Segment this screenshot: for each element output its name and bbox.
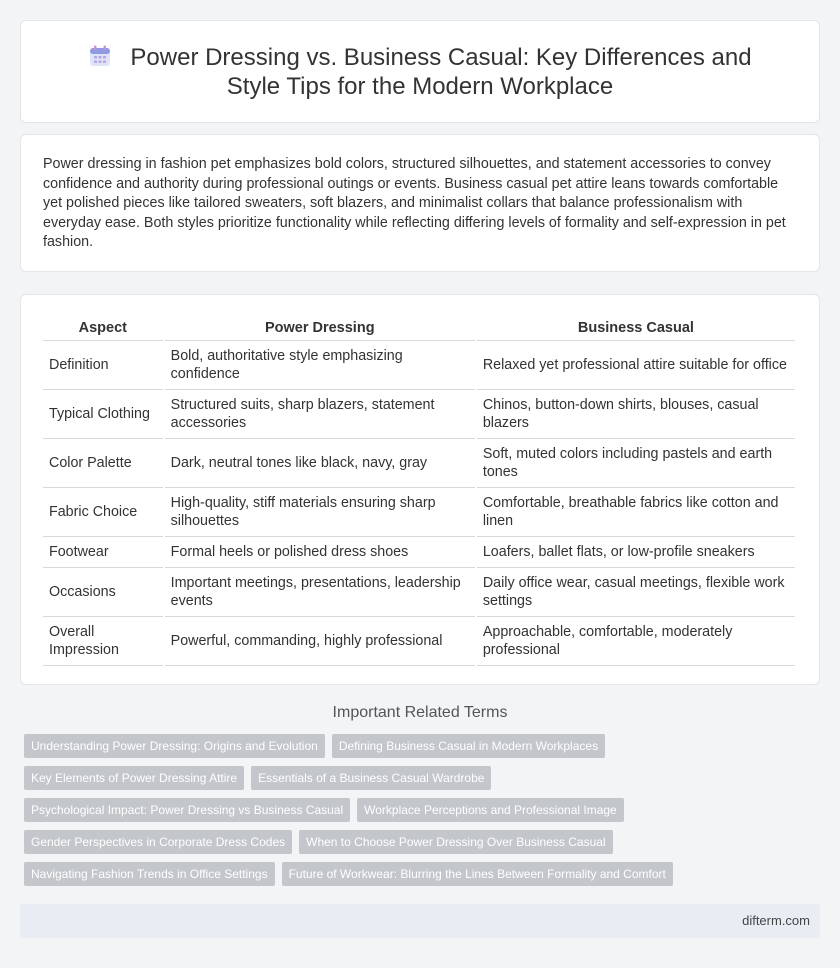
table-header-row [43, 315, 795, 341]
page-title-text: Power Dressing vs. Business Casual: Key Differences and Style Tips for the Modern Workplace [130, 44, 752, 100]
related-term-tag[interactable]: Workplace Perceptions and Professional Image [357, 798, 624, 822]
related-term-tag[interactable]: When to Choose Power Dressing Over Business Casual [299, 830, 612, 854]
calendar-icon [88, 44, 112, 68]
cell-aspect: Occasions [43, 568, 163, 617]
cell-business-casual: Daily office wear, casual meetings, flexible work settings [477, 568, 795, 617]
cell-power-dressing: Structured suits, sharp blazers, statement accessories [165, 390, 475, 439]
related-term-tag[interactable]: Key Elements of Power Dressing Attire [24, 766, 244, 790]
header-aspect: Aspect [43, 315, 163, 341]
cell-power-dressing: Powerful, commanding, highly professional [165, 617, 475, 666]
cell-business-casual: Soft, muted colors including pastels and earth tones [477, 439, 795, 488]
comparison-table-card [20, 294, 820, 685]
tag-row [24, 830, 820, 854]
cell-aspect: Footwear [43, 537, 163, 568]
table-row [43, 390, 795, 439]
title-card [20, 20, 820, 123]
related-term-tag[interactable]: Defining Business Casual in Modern Workplaces [332, 734, 605, 758]
tag-row [24, 798, 820, 822]
cell-power-dressing: Formal heels or polished dress shoes [165, 537, 475, 568]
intro-paragraph: Power dressing in fashion pet emphasizes bold colors, structured silhouettes, and statement accessories to convey confidence and authority during professional outings or events. Business casual pet attire leans towards comfortable yet polished pieces like tailored sweaters, soft blazers, and minimalist collars that balance professionalism with everyday ease. Both styles prioritize functionality while reflecting differing levels of formality and self-expression in pet fashion. [43, 156, 786, 250]
related-term-tag[interactable]: Essentials of a Business Casual Wardrobe [251, 766, 491, 790]
cell-business-casual: Chinos, button-down shirts, blouses, casual blazers [477, 390, 795, 439]
cell-power-dressing: Bold, authoritative style emphasizing confidence [165, 341, 475, 390]
table-row [43, 488, 795, 537]
related-terms-heading: Important Related Terms [332, 704, 508, 721]
page-title [61, 43, 779, 101]
tag-row [24, 862, 820, 886]
cell-aspect: Color Palette [43, 439, 163, 488]
tag-row [24, 734, 820, 758]
header-business-casual: Business Casual [477, 315, 795, 341]
table-row [43, 341, 795, 390]
related-term-tag[interactable]: Gender Perspectives in Corporate Dress Codes [24, 830, 292, 854]
cell-aspect: Fabric Choice [43, 488, 163, 537]
cell-power-dressing: Dark, neutral tones like black, navy, gray [165, 439, 475, 488]
cell-business-casual: Approachable, comfortable, moderately professional [477, 617, 795, 666]
cell-power-dressing: High-quality, stiff materials ensuring sharp silhouettes [165, 488, 475, 537]
related-term-tag[interactable]: Future of Workwear: Blurring the Lines Between Formality and Comfort [282, 862, 673, 886]
header-power-dressing: Power Dressing [165, 315, 475, 341]
cell-business-casual: Relaxed yet professional attire suitable for office [477, 341, 795, 390]
cell-business-casual: Loafers, ballet flats, or low-profile sneakers [477, 537, 795, 568]
title-wrap [61, 43, 779, 101]
table-row [43, 568, 795, 617]
cell-business-casual: Comfortable, breathable fabrics like cotton and linen [477, 488, 795, 537]
cell-aspect: Definition [43, 341, 163, 390]
cell-aspect: Typical Clothing [43, 390, 163, 439]
cell-aspect: Overall Impression [43, 617, 163, 666]
tag-row [24, 766, 820, 790]
table-row [43, 617, 795, 666]
related-term-tag[interactable]: Understanding Power Dressing: Origins and Evolution [24, 734, 325, 758]
cell-power-dressing: Important meetings, presentations, leadership events [165, 568, 475, 617]
footer-site-link[interactable]: difterm.com [742, 913, 810, 928]
related-term-tag[interactable]: Navigating Fashion Trends in Office Settings [24, 862, 275, 886]
footer [20, 904, 820, 938]
intro-card [20, 134, 820, 272]
related-term-tag[interactable]: Psychological Impact: Power Dressing vs Business Casual [24, 798, 350, 822]
related-terms-section [20, 704, 820, 894]
comparison-table [41, 315, 797, 666]
related-terms-tags [20, 734, 820, 886]
table-row [43, 537, 795, 568]
table-row [43, 439, 795, 488]
